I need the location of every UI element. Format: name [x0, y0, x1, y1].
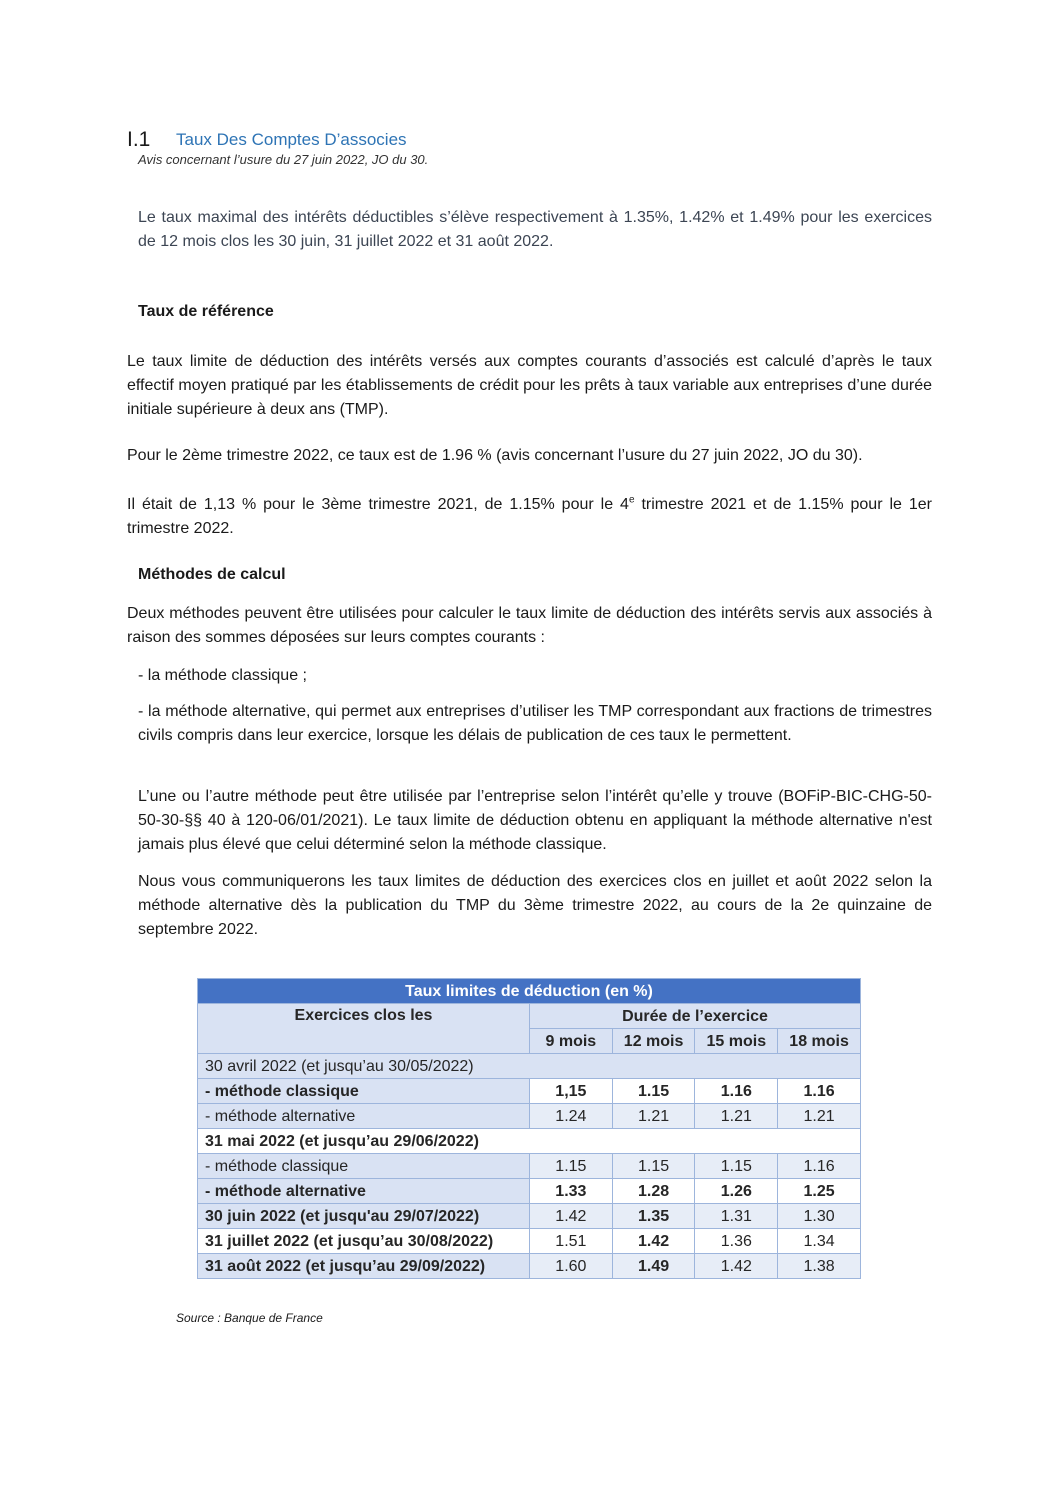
table-cell: 1.49 [612, 1254, 695, 1279]
table-row-label: - méthode alternative [198, 1104, 530, 1129]
ordinal-superscript: e [628, 494, 635, 506]
reference-paragraph-3-end: trimestre 2021 et de 1.15% pour le 1er trimestre 2022. [127, 496, 932, 537]
table-cell: 1.30 [778, 1204, 861, 1229]
intro-paragraph: Le taux maximal des intérêts déductibles s’élève respectivement à 1.35%, 1.42% et 1.49% pour les exercices de 12 mois clos les 30 juin, 31 juillet 2022 et 31 août 2022. [138, 209, 932, 250]
table-cell: 1.25 [778, 1179, 861, 1204]
reference-paragraph-1: Le taux limite de déduction des intérêts versés aux comptes courants d’associés est calculé d’après le taux effectif moyen pratiqué par les établissements de crédit pour les prêts à taux variable aux entreprises d’une durée initiale supérieure à deux ans (TMP). [127, 353, 932, 418]
table-cell: 1.31 [695, 1204, 778, 1229]
table-cell: 1.51 [530, 1229, 613, 1254]
table-row-label: - méthode alternative [198, 1179, 530, 1204]
table-cell: 1,15 [530, 1079, 613, 1104]
table-cell: 1.15 [612, 1154, 695, 1179]
table-cell: 1.24 [530, 1104, 613, 1129]
table-title: Taux limites de déduction (en %) [198, 979, 861, 1004]
deduction-rates-table [197, 978, 861, 1279]
table-cell: 1.15 [530, 1154, 613, 1179]
table-cell: 1.16 [778, 1079, 861, 1104]
table-cell: 1.21 [695, 1104, 778, 1129]
methods-paragraph-1: Deux méthodes peuvent être utilisées pour calculer le taux limite de déduction des intérêts servis aux associés à raison des sommes déposées sur leurs comptes courants : [127, 605, 932, 646]
source-note: Source : Banque de France [176, 1311, 323, 1325]
table-cell: 1.36 [695, 1229, 778, 1254]
reference-paragraph-2: Pour le 2ème trimestre 2022, ce taux est de 1.96 % (avis concernant l’usure du 27 juin 2022, JO du 30). [127, 447, 863, 464]
table-header-18-months: 18 mois [778, 1029, 861, 1054]
table-header-duration: Durée de l’exercice [530, 1004, 861, 1029]
table-cell: 1.21 [612, 1104, 695, 1129]
table-cell: 1.35 [612, 1204, 695, 1229]
section-number: I.1 [127, 128, 151, 151]
methods-paragraph-2: L’une ou l’autre méthode peut être utilisée par l’entreprise selon l’intérêt qu’elle y trouve (BOFiP-BIC-CHG-50-50-30-§§ 40 à 120-06/01/2021). Le taux limite de déduction obtenu en appliquant la méthode alternative n'est jamais plus élevé que celui déterminé selon la méthode classique. [138, 788, 932, 853]
table-cell: 1.42 [612, 1229, 695, 1254]
methods-item-classic: - la méthode classique ; [138, 667, 307, 684]
table-row-label: 30 juin 2022 (et jusqu'au 29/07/2022) [198, 1204, 530, 1229]
table-cell: 1.15 [612, 1079, 695, 1104]
table-row-label: - méthode classique [198, 1154, 530, 1179]
table-cell: 1.38 [778, 1254, 861, 1279]
table-row-label: 31 juillet 2022 (et jusqu’au 30/08/2022) [198, 1229, 530, 1254]
table-cell: 1.60 [530, 1254, 613, 1279]
table-cell: 1.15 [695, 1154, 778, 1179]
table-cell: 1.16 [778, 1154, 861, 1179]
table-cell: 1.16 [695, 1079, 778, 1104]
table-row-label: - méthode classique [198, 1079, 530, 1104]
section-subtitle: Avis concernant l’usure du 27 juin 2022, JO du 30. [138, 152, 429, 167]
reference-rate-heading: Taux de référence [138, 303, 274, 320]
table-group-row: 31 mai 2022 (et jusqu’au 29/06/2022) [198, 1129, 861, 1154]
table-cell: 1.28 [612, 1179, 695, 1204]
table-header-period: Exercices clos les [198, 1004, 530, 1054]
table-group-row: 30 avril 2022 (et jusqu’au 30/05/2022) [198, 1054, 861, 1079]
table-cell: 1.42 [530, 1204, 613, 1229]
reference-paragraph-3 [127, 493, 932, 541]
table-cell: 1.33 [530, 1179, 613, 1204]
table-cell: 1.42 [695, 1254, 778, 1279]
table-cell: 1.21 [778, 1104, 861, 1129]
section-title: Taux Des Comptes D’associes [176, 130, 407, 149]
table-row-label: 31 août 2022 (et jusqu’au 29/09/2022) [198, 1254, 530, 1279]
methods-heading: Méthodes de calcul [138, 566, 286, 583]
methods-item-alternative: - la méthode alternative, qui permet aux entreprises d’utiliser les TMP correspondant aux fractions de trimestres civils compris dans leur exercice, lorsque les délais de publication de ces taux le permettent. [138, 703, 932, 744]
table-header-9-months: 9 mois [530, 1029, 613, 1054]
reference-paragraph-3-start: Il était de 1,13 % pour le 3ème trimestre 2021, de 1.15% pour le 4 [127, 496, 629, 513]
table-cell: 1.34 [778, 1229, 861, 1254]
table-header-15-months: 15 mois [695, 1029, 778, 1054]
table-cell: 1.26 [695, 1179, 778, 1204]
methods-paragraph-3: Nous vous communiquerons les taux limites de déduction des exercices clos en juillet et août 2022 selon la méthode alternative dès la publication du TMP du 3ème trimestre 2022, au cours de la 2e quinzaine de septembre 2022. [138, 873, 932, 938]
table-header-12-months: 12 mois [612, 1029, 695, 1054]
